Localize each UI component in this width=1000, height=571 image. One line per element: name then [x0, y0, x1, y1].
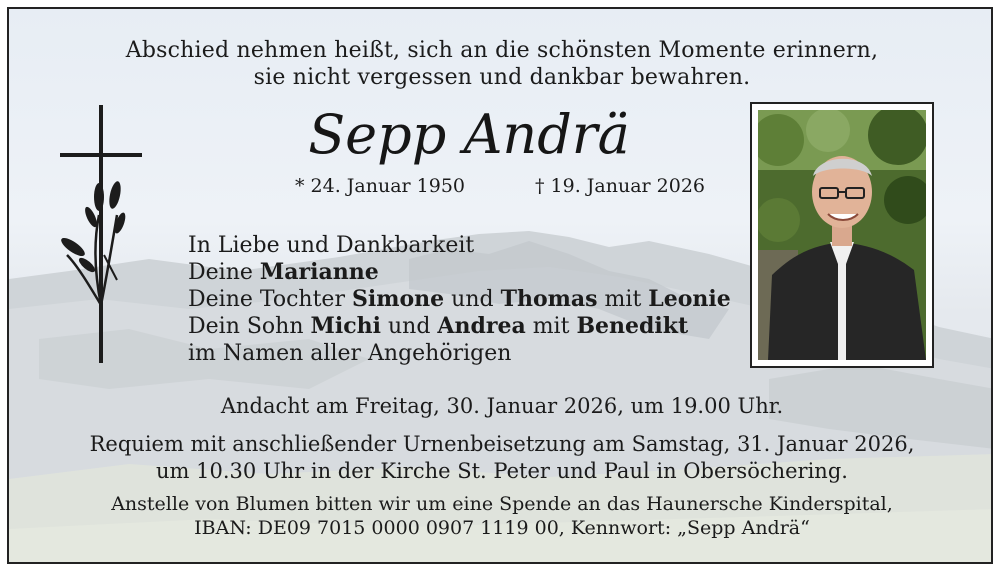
mourner-text: und — [380, 314, 438, 339]
birth-date: * 24. Januar 1950 — [295, 175, 466, 197]
obituary-frame — [7, 7, 993, 564]
mourner-text: Deine — [188, 260, 260, 285]
mourner-text: und — [444, 287, 501, 312]
mourner-name: Thomas — [500, 286, 598, 312]
andacht-info: Andacht am Freitag, 30. Januar 2026, um 19.00 Uhr. — [220, 394, 784, 418]
portrait-photo — [758, 110, 926, 360]
mourner-line-daughter — [188, 286, 731, 313]
mourner-text: Deine Tochter — [188, 287, 352, 312]
requiem-info — [9, 431, 993, 485]
requiem-line-2: um 10.30 Uhr in der Kirche St. Peter und Paul in Obersöchering. — [156, 459, 848, 483]
donation-line-1: Anstelle von Blumen bitten wir um eine Spende an das Haunersche Kinderspital, — [111, 493, 893, 515]
motto — [9, 37, 993, 91]
mourner-name: Marianne — [259, 259, 379, 285]
mourners-list — [188, 232, 731, 367]
motto-line-2: sie nicht vergessen und dankbar bewahren. — [253, 65, 751, 90]
mourner-line-son — [188, 313, 731, 340]
death-date: † 19. Januar 2026 — [535, 175, 706, 197]
motto-line-1: Abschied nehmen heißt, sich an die schönsten Momente erinnern, — [125, 38, 879, 63]
mourner-name: Leonie — [648, 286, 731, 312]
mourner-text: mit — [597, 287, 649, 312]
mourner-text: mit — [525, 314, 577, 339]
portrait-photo-frame — [750, 102, 934, 368]
mourner-name: Benedikt — [576, 313, 689, 339]
mourner-text: Dein Sohn — [188, 314, 311, 339]
mourner-name: Simone — [351, 286, 445, 312]
mourner-name: Michi — [310, 313, 381, 339]
requiem-line-1: Requiem mit anschließender Urnenbeisetzung am Samstag, 31. Januar 2026, — [89, 432, 915, 456]
donation-info — [9, 492, 993, 540]
donation-line-2: IBAN: DE09 7015 0000 0907 1119 00, Kennwort: „Sepp Andrä“ — [194, 517, 810, 539]
deceased-name: Sepp Andrä — [308, 103, 630, 166]
mourner-name: Andrea — [437, 313, 526, 339]
mourners-closing: im Namen aller Angehörigen — [188, 341, 512, 366]
cross-with-wheat-icon — [57, 105, 147, 375]
mourner-line-wife — [188, 259, 731, 286]
mourners-intro: In Liebe und Dankbarkeit — [188, 233, 475, 258]
